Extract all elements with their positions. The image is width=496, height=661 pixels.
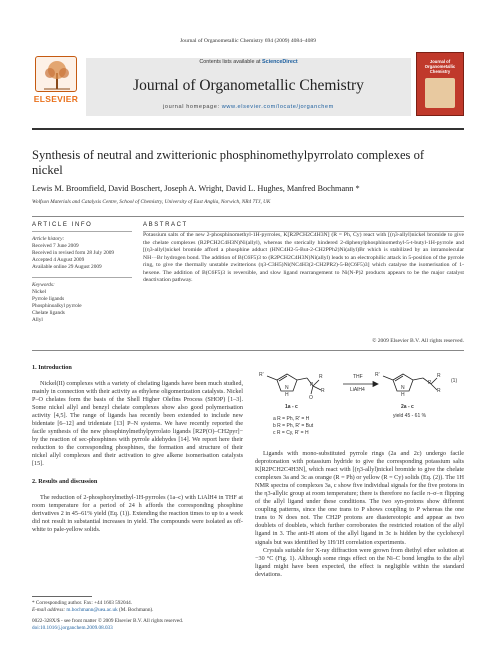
right-column-text: Ligands with mono-substituted pyrrole rings (2a and 2c) undergo facile deprotonation with potassium hydride to give the corresponding potassium salts K[R2PCH2C4H3N], which react with [(η3-allyl)nickel bromide to give the chelate complexes 3a and 3c as orange (R = Ph) or yellow (R = Cy) solids (Eq. (2)). The 1H NMR spectra of complexes 3a, c show five individual signals for the five protons in the η3-allylic group at room temperature; there is therefore no facile π–σ–π flipping of the allyl ligand under these conditions. The two syn-protons show different coupling patterns, since the one trans to P shows coupling to P whereas the one trans to N does not. The CH2P protons are diastereotopic and appear as two doublets of doublets, which further corroborates the restricted rotation of the allyl ligand in 3. The anti-H atom of the allyl ligand in 3c is hidden by the cyclohexyl signals but was identified by 1H/1H correlation experiments. [255, 450, 464, 546]
left-column [32, 364, 243, 534]
masthead-banner [86, 58, 411, 116]
variant-a: a R = Ph, R' = H [273, 416, 310, 422]
reagent-lialh4: LiAlH4 [350, 387, 365, 393]
label-p: P [310, 382, 314, 388]
email-label: E-mail address: [32, 606, 66, 613]
right-column [255, 450, 464, 579]
section-heading-introduction: 1. Introduction [32, 364, 72, 371]
copyright-line: © 2009 Elsevier B.V. All rights reserved. [372, 338, 464, 344]
bottom-info [32, 618, 332, 632]
paper-title: Synthesis of neutral and zwitterionic phosphinomethylpyrrolato complexes of nickel [32, 148, 425, 177]
contents-prefix: Contents lists available at [199, 59, 261, 65]
affiliation: Wolfson Materials and Catalysis Centre, School of Chemistry, University of East Anglia, Norwich, NR4 7TJ, UK [32, 199, 271, 205]
keyword: Chelate ligands [32, 310, 65, 316]
reaction-scheme [255, 360, 464, 446]
history-label: Article history: [32, 236, 65, 242]
contents-line [86, 58, 411, 65]
corresponding-author: * Corresponding author. Fax: +44 1603 592044. [32, 600, 133, 606]
introduction-text: Nickel(II) complexes with a variety of chelating ligands have been much studied, mainly in connection with their activity as ethylene oligomerization catalysts. Nickel P–O chelates form the basis of the Shell Higher Olefins Process (SHOP) [1–3]. Some nickel allyl and benzyl chelate complexes show also good polymerisation activity [4,5]. The range of ligands has recently been extended to include new bidentate [6–12] and tridentate [13] P–N systems. We have recently reported the facile synthesis of the new phosphinylmethylpyrrolato ligands [R2P(O)–CH2pyr]− by the reaction of sec-phosphines with pyrrole aldehydes [14]. We report here their reduction to the corresponding phosphines, the formation and structure of their nickel allyl complexes and their activation to give alkene isomerisation catalysts [15]. [32, 380, 243, 468]
keyword: Nickel [32, 289, 47, 295]
masthead-rule [32, 128, 464, 130]
label-r: R [437, 388, 441, 394]
footnote-rule [32, 596, 92, 597]
doi-link[interactable]: doi:10.1016/j.jorganchem.2009.08.033 [32, 624, 113, 631]
article-info-heading: ARTICLE INFO [32, 222, 93, 228]
keywords-rule [32, 277, 132, 278]
label-r: R [437, 373, 441, 379]
label-r-prime: R' [259, 372, 264, 378]
divider-top [32, 216, 464, 217]
results-text: The reduction of 2-phosphorylmethyl-1H-pyrroles (1a–c) with LiAlH4 in THF at room temperature for a period of 24 h affords the corresponding phosphine derivatives 2 in 45–61% yield (Eq. (1)). Extending the reaction times to up to a week did not result in substantial increases in yield. The compounds were isolated as off-white to pale-yellow solids. [32, 493, 243, 533]
compound-label-2a-c: 2a - c [401, 404, 414, 410]
keyword: Phosphinoalkyl pyrrole [32, 303, 82, 309]
elsevier-logo [32, 56, 80, 114]
issn-line: 0022-328X/$ - see front matter © 2009 Elsevier B.V. All rights reserved. [32, 618, 184, 624]
running-header: Journal of Organometallic Chemistry 694 (2009) 4084–4089 [180, 38, 316, 44]
homepage-prefix: journal homepage: [163, 104, 220, 110]
history-received: Received 7 June 2009 [32, 243, 79, 249]
journal-title: Journal of Organometallic Chemistry [133, 77, 364, 94]
author-list: Lewis M. Broomfield, David Boschert, Joseph A. Wright, David L. Hughes, Manfred Bochmann * [32, 184, 360, 193]
footnote [32, 600, 243, 614]
email-suffix: (M. Bochmann). [119, 606, 154, 613]
publisher-name: ELSEVIER [33, 94, 79, 104]
history-revised: Received in revised form 28 July 2009 [32, 250, 115, 256]
article-info-rule [32, 231, 132, 232]
label-h: H [285, 392, 289, 398]
label-r: R [321, 388, 325, 394]
label-n: N [401, 385, 405, 391]
yield-label: yield 45 - 61 % [393, 413, 427, 419]
history-online: Available online 29 August 2009 [32, 264, 102, 270]
journal-masthead [32, 52, 464, 126]
homepage-link[interactable]: www.elsevier.com/locate/jorganchem [221, 104, 334, 110]
section-heading-results: 2. Results and discussion [32, 477, 98, 485]
variant-b: b R = Ph, R' = But [273, 423, 314, 429]
cover-title: Journal of Organometallic Chemistry [424, 59, 456, 74]
divider-abstract [32, 350, 464, 351]
history-accepted: Accepted 4 August 2009 [32, 257, 85, 263]
elsevier-tree-icon [35, 56, 77, 92]
right-column-text-2: Crystals suitable for X-ray diffraction were grown from diethyl ether solution at −30 °C (Fig. 1). Although some rings effect on the Ni–C bond lengths to the allyl ligand might have been expected, the effect is negligible within the standard deviations. [255, 546, 464, 578]
email-link[interactable]: m.bochmann@uea.ac.uk [66, 606, 118, 613]
sciencedirect-link[interactable]: ScienceDirect [261, 59, 298, 65]
label-h: H [401, 392, 405, 398]
abstract-heading: ABSTRACT [143, 222, 188, 228]
label-r-prime: R' [375, 372, 380, 378]
journal-homepage [86, 104, 411, 110]
compound-label-1a-c: 1a - c [285, 404, 298, 410]
abstract-text: Potassium salts of the new 2-phosphinomethyl-1H-pyrroles, K[R2PCH2C4H3N] (R = Ph, Cy) react with [(η3-allyl)nickel bromide to give the chelate complexes (R2PCH2C4H3N)Ni(allyl), whereas the sterically hindered 2-diphenylphosphinomethyl-5-t-butyl-1H-pyrrole and [(η3-allyl)nickel bromide afford a phosphine adduct (HNC4H2-5-But-2-CH2PPh2)Ni(allyl)Br which is stabilized by an intramolecular NH···Br hydrogen bond. The addition of B(C6F5)3 to (R2PCH2C4H3N)Ni(allyl) leads to an electrophilic attack in 5-position of the pyrrole ring, to give the thermally unstable zwitterions (η3-C3H5)Ni(NC4H3(2-CH2PR2)-5-B(C6F5)3] which catalyse the isomerisation of 1-hexene. The addition of B(C6F5)3 is reversible, and slow ligand rearrangement to Ni(N-P)2 products appears to be the major catalyst deactivation pathway. [143, 232, 464, 284]
label-p: P [428, 380, 432, 386]
reaction-arrow [343, 382, 378, 387]
equation-number: (1) [451, 378, 458, 384]
cover-image [425, 78, 455, 108]
journal-cover-thumbnail [416, 52, 464, 116]
abstract-header [143, 222, 464, 232]
variant-c: c R = Cy, R' = H [273, 430, 309, 436]
label-r: R [319, 374, 323, 380]
keyword: Pyrrole ligands [32, 296, 65, 302]
keyword: Allyl [32, 317, 43, 323]
label-n: N [285, 385, 289, 391]
label-o: O [309, 395, 313, 401]
email-line [32, 607, 243, 614]
reagent-thf: THF [353, 374, 363, 380]
article-info-panel [32, 222, 132, 324]
keywords-label: Keywords: [32, 282, 55, 288]
